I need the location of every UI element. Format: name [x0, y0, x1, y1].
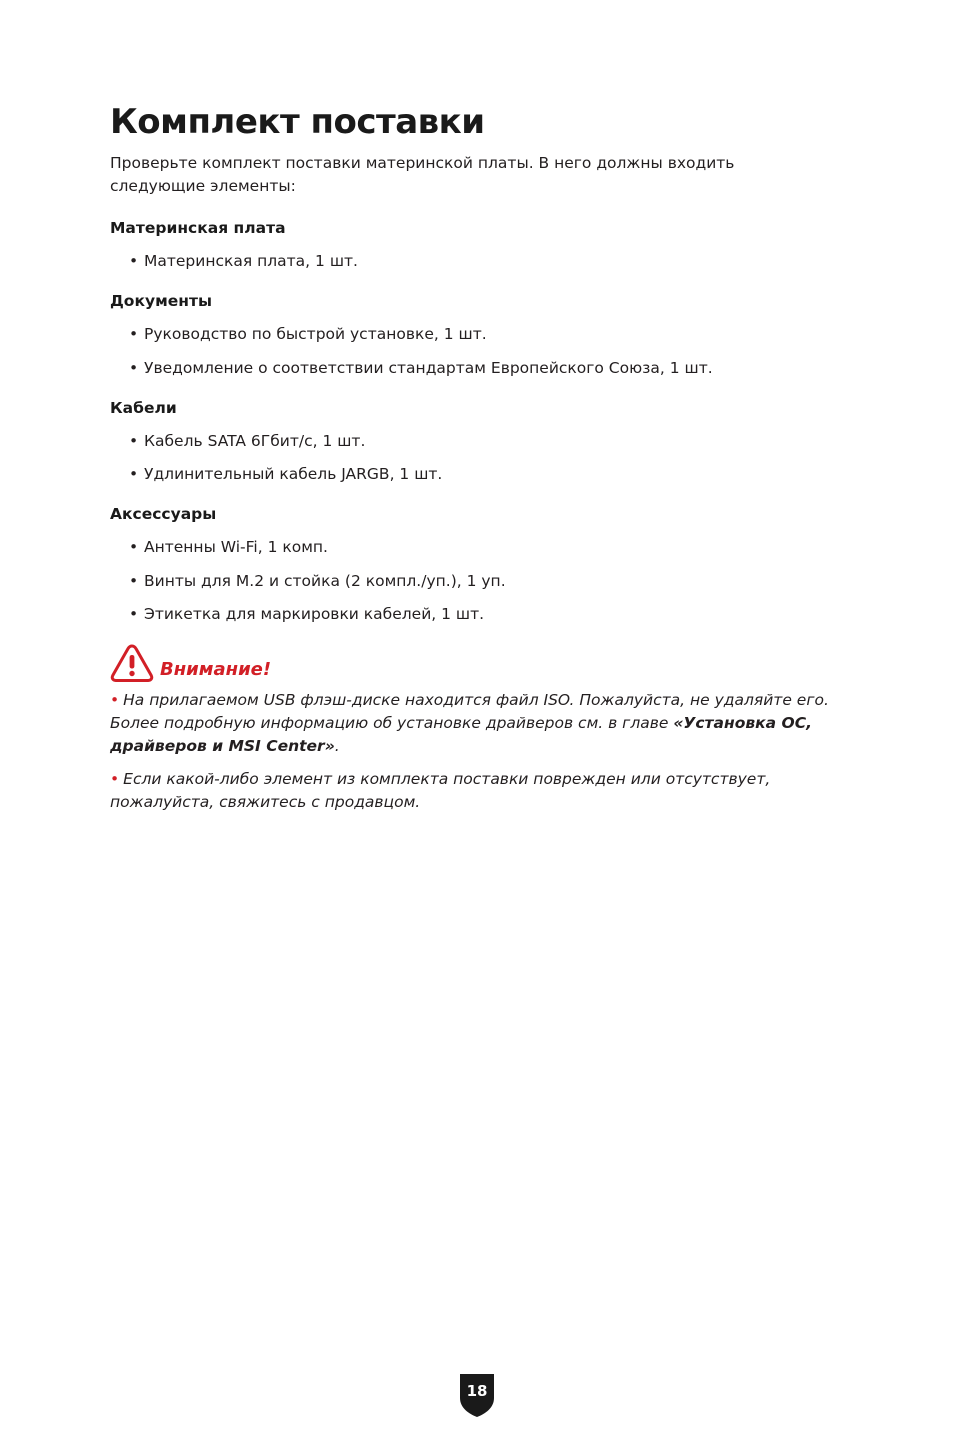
warning-header [110, 643, 850, 683]
bullet: • [129, 431, 139, 450]
list-item: • Уведомление о соответствии стандартам Европейского Союза, 1 шт. [129, 358, 713, 377]
list-item: • Винты для M.2 и стойка (2 компл./уп.), 1 уп. [129, 571, 506, 590]
section-cables [110, 397, 850, 486]
warning-note: • На прилагаемом USB флэш-диске находится файл ISO. Пожалуйста, не удаляйте его. Более подробную информацию об установке драйверов см. в главе «Установка ОС, драйверов и MSI Center». [110, 691, 829, 755]
section-title: Кабели [110, 398, 177, 417]
intro-paragraph: Проверьте комплект поставки материнской платы. В него должны входить следующие элементы: [110, 154, 735, 195]
list-item: • Материнская плата, 1 шт. [129, 252, 358, 270]
list-item: • Удлинительный кабель JARGB, 1 шт. [129, 465, 443, 483]
list-item: • Этикетка для маркировки кабелей, 1 шт. [129, 605, 485, 623]
bullet: • [129, 605, 139, 623]
page-content [110, 100, 850, 824]
list-item: • Кабель SATA 6Гбит/с, 1 шт. [129, 431, 366, 450]
section-title: Документы [110, 292, 212, 310]
bullet: • [110, 770, 120, 788]
section-motherboard [110, 217, 850, 272]
item-list [110, 536, 850, 625]
item-list [110, 430, 850, 486]
section-accessories [110, 503, 850, 625]
bullet: • [129, 252, 139, 270]
chapter-reference: «Установка ОС, драйверов и MSI Center» [110, 714, 812, 755]
warning-icon [110, 643, 154, 683]
bullet: • [129, 325, 139, 343]
section-title: Материнская плата [110, 219, 286, 237]
item-list [110, 250, 850, 272]
warning-label: Внимание! [160, 658, 272, 680]
list-item: • Антенны Wi-Fi, 1 комп. [129, 538, 328, 556]
section-title: Аксессуары [110, 505, 217, 523]
bullet: • [129, 358, 139, 377]
page-title: Комплект поставки [110, 102, 485, 142]
bullet: • [129, 538, 139, 556]
section-documents [110, 290, 850, 379]
list-item: • Руководство по быстрой установке, 1 шт. [129, 325, 487, 343]
item-list [110, 323, 850, 379]
bullet: • [129, 465, 139, 483]
bullet: • [129, 571, 139, 590]
bullet: • [110, 691, 120, 709]
page-number: 18 [466, 1382, 488, 1400]
warning-note: • Если какой-либо элемент из комплекта поставки поврежден или отсутствует, пожалуйста, свяжитесь с продавцом. [110, 770, 771, 811]
